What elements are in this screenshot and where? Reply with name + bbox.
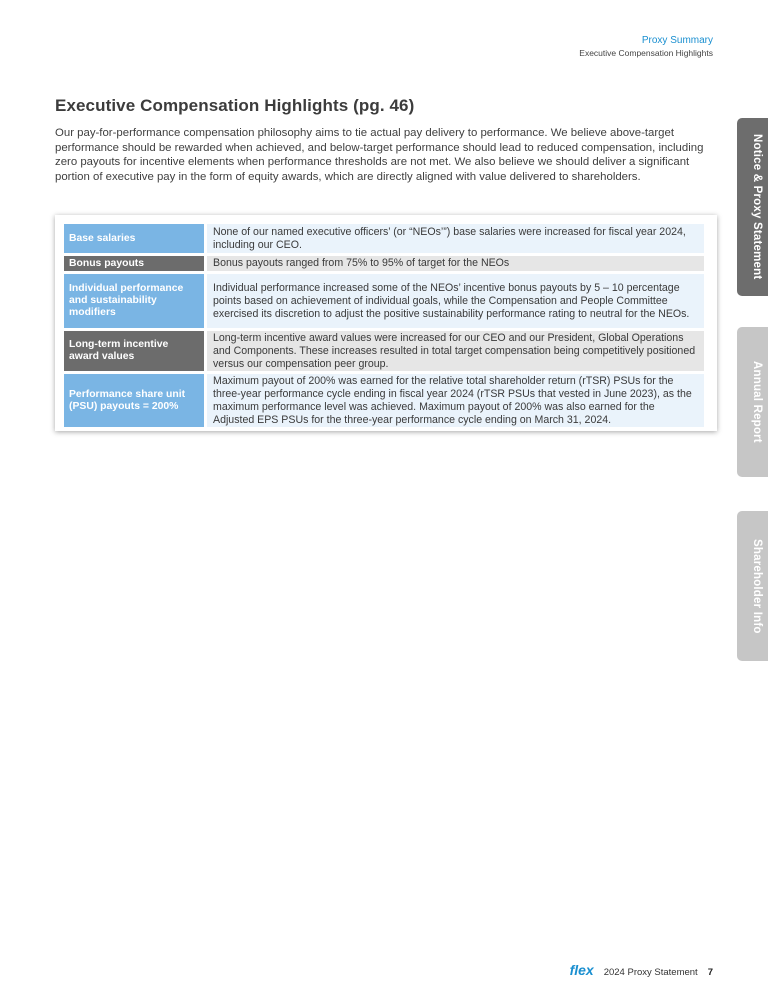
flex-logo: flex xyxy=(569,962,594,978)
row-text: Long-term incentive award values were increased for our CEO and our President, Global Operations and Components. These increases resulted in total target compensation being competitively positioned versus our compensation peer group. xyxy=(207,331,704,371)
subsection-name: Executive Compensation Highlights xyxy=(579,48,713,58)
table-row xyxy=(64,331,704,371)
page-footer xyxy=(570,962,713,978)
intro-paragraph: Our pay-for-performance compensation philosophy aims to tie actual pay delivery to performance. We believe above-target performance should be rewarded when achieved, and below-target performance should lead to reduced compensation, including zero payouts for incentive elements when performance thresholds are not met. We also believe we should deliver a significant portion of executive pay in the form of equity awards, which are directly aligned with value delivered to shareholders. xyxy=(55,127,704,183)
page-number: 7 xyxy=(707,967,713,978)
row-label: Base salaries xyxy=(64,224,204,253)
document-name: 2024 Proxy Statement xyxy=(603,967,698,978)
running-header xyxy=(579,35,713,59)
row-label: Long-term incentive award values xyxy=(64,331,204,371)
tab-label: Notice & Proxy Statement xyxy=(751,134,763,280)
row-text: Individual performance increased some of the NEOs’ incentive bonus payouts by 5 – 10 percentage points based on achievement of individual goals, while the Compensation and People Committee exercised its discretion to adjust the positive sustainability performance rating to neutral for the NEOs. xyxy=(207,274,704,328)
section-name: Proxy Summary xyxy=(641,35,713,46)
highlights-table xyxy=(55,215,717,431)
tab-label: Shareholder Info xyxy=(751,538,763,634)
row-text: Bonus payouts ranged from 75% to 95% of target for the NEOs xyxy=(207,256,704,271)
tab-label: Annual Report xyxy=(751,361,763,443)
page-title: Executive Compensation Highlights (pg. 46) xyxy=(55,96,415,115)
tab-shareholder-info[interactable] xyxy=(737,511,768,661)
row-text: Maximum payout of 200% was earned for the relative total shareholder return (rTSR) PSUs for the three-year performance cycle ending in fiscal year 2024 (rTSR PSUs that vested in June 2023), as the maximum performance level was achieved. Maximum payout of 200% was also earned for the Adjusted EPS PSUs for the three-year performance cycle ending on March 31, 2024. xyxy=(207,374,704,427)
tab-annual-report[interactable] xyxy=(737,327,768,477)
tab-notice-proxy-statement[interactable] xyxy=(737,118,768,296)
table-row xyxy=(64,374,704,427)
row-label: Performance share unit (PSU) payouts = 200% xyxy=(64,374,204,427)
row-label: Individual performance and sustainability modifiers xyxy=(64,274,204,328)
table-row xyxy=(64,274,704,328)
row-text: None of our named executive officers’ (or “NEOs’”) base salaries were increased for fiscal year 2024, including our CEO. xyxy=(207,224,704,253)
table-row xyxy=(64,224,704,253)
table-row xyxy=(64,256,704,271)
row-label: Bonus payouts xyxy=(64,256,204,271)
